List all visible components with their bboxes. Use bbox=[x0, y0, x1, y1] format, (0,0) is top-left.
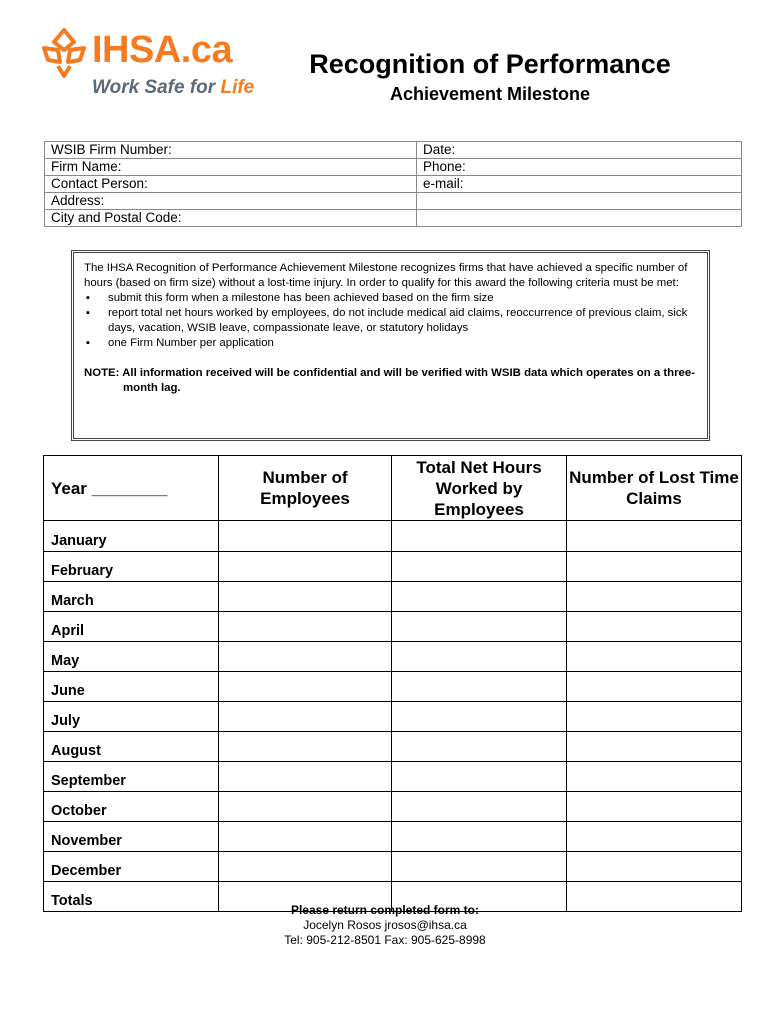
lost-time-claims-cell[interactable] bbox=[567, 672, 742, 702]
net-hours-cell[interactable] bbox=[392, 612, 567, 642]
month-label: October bbox=[44, 792, 219, 822]
info-row bbox=[45, 210, 742, 227]
table-row bbox=[44, 582, 742, 612]
table-row bbox=[44, 672, 742, 702]
net-hours-cell[interactable] bbox=[392, 702, 567, 732]
employees-cell[interactable] bbox=[219, 642, 392, 672]
criteria-intro: The IHSA Recognition of Performance Achievement Milestone recognizes firms that have achieved a specific number of hours (based on firm size) without a lost-time injury. In order to qualify for this award the following criteria must be met: bbox=[84, 262, 688, 289]
employees-cell[interactable] bbox=[219, 521, 392, 552]
logo-name: IHSA.ca bbox=[92, 29, 233, 71]
email-field[interactable]: e-mail: bbox=[417, 176, 742, 193]
employees-cell[interactable] bbox=[219, 552, 392, 582]
wsib-firm-number-field[interactable]: WSIB Firm Number: bbox=[45, 142, 417, 159]
employees-header: Number of Employees bbox=[219, 456, 392, 521]
lost-time-claims-cell[interactable] bbox=[567, 582, 742, 612]
criteria-item: ▪ one Firm Number per application bbox=[84, 336, 697, 351]
page-subtitle: Achievement Milestone bbox=[389, 84, 591, 104]
lost-time-claims-cell[interactable] bbox=[567, 612, 742, 642]
month-label: September bbox=[44, 762, 219, 792]
ihsa-logo bbox=[40, 26, 260, 106]
table-row bbox=[44, 521, 742, 552]
table-row bbox=[44, 762, 742, 792]
info-row bbox=[45, 142, 742, 159]
lost-time-claims-cell[interactable] bbox=[567, 792, 742, 822]
firm-info-table bbox=[44, 141, 742, 227]
info-row bbox=[45, 159, 742, 176]
net-hours-cell[interactable] bbox=[392, 852, 567, 882]
logo-tagline bbox=[92, 76, 254, 100]
logo-tagline-prefix: Work Safe for bbox=[92, 77, 221, 98]
employees-cell[interactable] bbox=[219, 702, 392, 732]
month-label: July bbox=[44, 702, 219, 732]
employees-cell[interactable] bbox=[219, 822, 392, 852]
employees-cell[interactable] bbox=[219, 672, 392, 702]
city-postal-code-field[interactable]: City and Postal Code: bbox=[45, 210, 417, 227]
lost-time-claims-cell[interactable] bbox=[567, 822, 742, 852]
lost-time-claims-cell[interactable] bbox=[567, 732, 742, 762]
net-hours-header: Total Net Hours Worked by Employees bbox=[392, 456, 567, 521]
month-label: April bbox=[44, 612, 219, 642]
return-phone-fax: Tel: 905-212-8501 Fax: 905-625-8998 bbox=[284, 933, 486, 947]
confidentiality-note: NOTE: All information received will be confidential and will be verified with WSIB data which operates on a three-month lag. bbox=[84, 367, 695, 394]
net-hours-cell[interactable] bbox=[392, 552, 567, 582]
employees-cell[interactable] bbox=[219, 762, 392, 792]
page-title: Recognition of Performance bbox=[309, 49, 671, 79]
net-hours-cell[interactable] bbox=[392, 792, 567, 822]
month-label: February bbox=[44, 552, 219, 582]
blank-field[interactable] bbox=[417, 193, 742, 210]
table-row bbox=[44, 702, 742, 732]
return-instructions bbox=[185, 903, 585, 948]
net-hours-cell[interactable] bbox=[392, 582, 567, 612]
return-heading: Please return completed form to: bbox=[290, 903, 480, 917]
net-hours-cell[interactable] bbox=[392, 822, 567, 852]
employees-cell[interactable] bbox=[219, 612, 392, 642]
lost-time-claims-cell[interactable] bbox=[567, 552, 742, 582]
employees-cell[interactable] bbox=[219, 582, 392, 612]
net-hours-cell[interactable] bbox=[392, 732, 567, 762]
criteria-item: ▪ submit this form when a milestone has been achieved based on the firm size bbox=[84, 291, 697, 306]
table-row bbox=[44, 822, 742, 852]
month-label: March bbox=[44, 582, 219, 612]
lost-time-claims-cell[interactable] bbox=[567, 762, 742, 792]
month-label: November bbox=[44, 822, 219, 852]
address-field[interactable]: Address: bbox=[45, 193, 417, 210]
monthly-data-table bbox=[43, 455, 742, 912]
net-hours-cell[interactable] bbox=[392, 521, 567, 552]
info-row bbox=[45, 176, 742, 193]
employees-cell[interactable] bbox=[219, 792, 392, 822]
month-label: January bbox=[44, 521, 219, 552]
net-hours-cell[interactable] bbox=[392, 642, 567, 672]
firm-name-field[interactable]: Firm Name: bbox=[45, 159, 417, 176]
logo-tagline-accent: Life bbox=[220, 77, 255, 98]
lost-time-claims-header: Number of Lost Time Claims bbox=[567, 456, 742, 521]
contact-person-field[interactable]: Contact Person: bbox=[45, 176, 417, 193]
employees-cell[interactable] bbox=[219, 852, 392, 882]
table-row bbox=[44, 612, 742, 642]
info-row bbox=[45, 193, 742, 210]
net-hours-cell[interactable] bbox=[392, 762, 567, 792]
criteria-list bbox=[84, 291, 697, 351]
lost-time-claims-cell[interactable] bbox=[567, 702, 742, 732]
lost-time-claims-total-cell[interactable] bbox=[567, 882, 742, 912]
totals-label: Totals bbox=[44, 882, 219, 912]
table-header-row bbox=[44, 456, 742, 521]
lost-time-claims-cell[interactable] bbox=[567, 521, 742, 552]
year-header: Year ________ bbox=[44, 456, 219, 521]
table-row bbox=[44, 642, 742, 672]
ihsa-logo-icon bbox=[40, 28, 88, 80]
date-field[interactable]: Date: bbox=[417, 142, 742, 159]
criteria-item: ▪ report total net hours worked by employees, do not include medical aid claims, reoccurrence of previous claim, sick days, vacation, WSIB leave, compassionate leave, or statutory holidays bbox=[84, 306, 697, 336]
table-row bbox=[44, 732, 742, 762]
month-label: May bbox=[44, 642, 219, 672]
month-label: June bbox=[44, 672, 219, 702]
lost-time-claims-cell[interactable] bbox=[567, 642, 742, 672]
phone-field[interactable]: Phone: bbox=[417, 159, 742, 176]
return-contact: Jocelyn Rosos jrosos@ihsa.ca bbox=[303, 918, 467, 932]
employees-cell[interactable] bbox=[219, 732, 392, 762]
blank-field[interactable] bbox=[417, 210, 742, 227]
table-row bbox=[44, 852, 742, 882]
table-row bbox=[44, 792, 742, 822]
month-label: December bbox=[44, 852, 219, 882]
net-hours-cell[interactable] bbox=[392, 672, 567, 702]
table-row bbox=[44, 552, 742, 582]
lost-time-claims-cell[interactable] bbox=[567, 852, 742, 882]
criteria-box bbox=[71, 250, 710, 441]
month-label: August bbox=[44, 732, 219, 762]
